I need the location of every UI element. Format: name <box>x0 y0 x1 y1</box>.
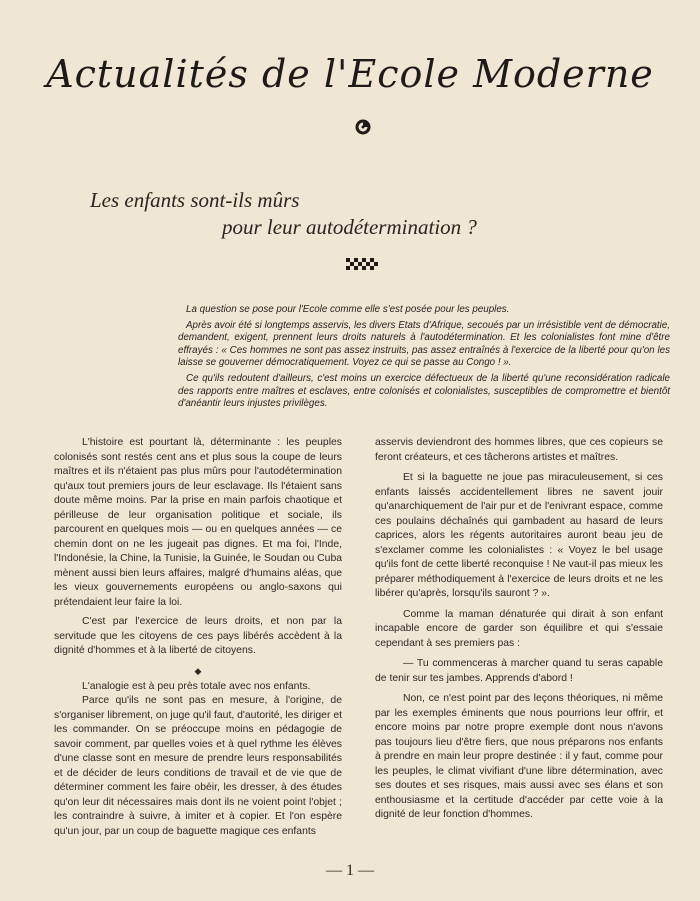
article-title-line-1: Les enfants sont-ils mûrs <box>90 188 300 212</box>
body-paragraph: C'est par l'exercice de leurs droits, et non par la servitude que les citoyens de ces pays libérés accèdent à la dignité d'hommes et à la liberté de citoyens. <box>54 616 342 656</box>
left-text-column <box>54 436 342 844</box>
checkered-ornament-icon <box>346 258 378 270</box>
body-paragraph: Parce qu'ils ne sont pas en mesure, à l'origine, de s'organiser librement, on juge qu'il faut, d'autorité, les diriger et les commander. On se préoccupe moins en pédagogie de savoir comment, par quelles voies et à quel rythme les élèves d'une classe sont en mesure de prendre leurs responsabilités et de décider de leurs conditions de travail et de vie que de déterminer comment les faire obéir, les dresser, à des études qu'on leur dit nécessaires mais dont ils ne voient point l'objet ; les contraindre à suivre, à imiter et à copier. Et l'on espère qu'un jour, par un coup de baguette magique ces enfants <box>54 695 342 837</box>
right-text-column <box>375 436 663 828</box>
body-paragraph: L'histoire est pourtant là, déterminante : les peuples colonisés sont restés cent ans et plus sous la coupe de leurs maîtres et ils n'étaient pas plus mûrs pour l'autodétermination qu'aux tout premiers jours de leur esclavage. Ils l'étaient sans doute même moins. Par la prise en main parfois chaotique et périlleuse de leur organisation politique et sociale, ils parcourent en quelques mois — ou en quelques années — ce chemin dont on ne les jugeait pas dignes. Et ma foi, l'Inde, l'Indonésie, la Chine, la Tunisie, la Guinée, le Soudan ou Cuba mènent aussi bien leurs affaires, malgré d'humains aléas, que les vieux gouvernements européens ou anglo-saxons qui prétendaient leur faire la loi. <box>54 437 342 608</box>
body-paragraph: L'analogie est à peu près totale avec nos enfants. <box>82 680 311 692</box>
intro-paragraph: Après avoir été si longtemps asservis, les divers Etats d'Afrique, secoués par un irrésistible vent de démocratie, demandent, exigent, prennent leurs droits naturels à l'autodétermination. Et les colonialistes font mine d'être effrayés : « Ces hommes ne sont pas assez instruits, pas assez entraînés à l'exercice de la liberté pour qu'on les laisse se gouverner démocratiquement. Voyez ce qui se passe au Congo ! ». <box>178 319 670 369</box>
body-paragraph: asservis deviendront des hommes libres, que ces copieurs se feront créateurs, et ces tâcherons artistes et maîtres. <box>375 437 663 463</box>
section-separator: ◆ <box>194 665 202 676</box>
intro-paragraph: Ce qu'ils redoutent d'ailleurs, c'est moins un exercice défectueux de la liberté qu'une reconsidération radicale des rapports entre maîtres et esclaves, entre colonisés et colonialistes, susceptibles de compromettre et bientôt d'anéantir leurs injustes privilèges. <box>178 372 670 410</box>
body-paragraph: — Tu commenceras à marcher quand tu seras capable de tenir sur tes jambes. Apprends d'abord ! <box>375 658 663 684</box>
body-paragraph: Comme la maman dénaturée qui dirait à son enfant incapable encore de garder son équilibre et qui s'essaie cependant à ses premiers pas : <box>375 608 663 649</box>
page-number: — 1 — <box>326 862 374 879</box>
masthead-title: Actualités de l'Ecole Moderne <box>46 52 654 96</box>
article-title-line-2: pour leur autodétermination ? <box>222 215 477 239</box>
body-paragraph: Et si la baguette ne joue pas miraculeusement, si ces enfants laissés accidentellement libres ne savent jouir qu'anarchiquement de l'air pur et de l'enivrant espace, comme ces poulains déchaînés qui gambadent au hasard de leurs caprices, alors les régents autoritaires auront beau jeu de s'exclamer comme les colonialistes : « Voyez le bel usage qu'ils font de cette liberté reconquise ! Ne vaut-il pas mieux les préparer méthodiquement à l'exercice de leurs droits et ne les libérer qu'après, lorsqu'ils sauront ? ». <box>375 472 663 599</box>
intro-paragraph: La question se pose pour l'Ecole comme elle s'est posée pour les peuples. <box>186 304 510 315</box>
article-introduction <box>178 304 670 414</box>
swirl-logo-icon <box>354 118 372 136</box>
body-paragraph: Non, ce n'est point par des leçons théoriques, ni même par les exemples éminents que nous pourrions leur offrir, et encore moins par notre propre exemple dont nous n'avons pas toujours lieu d'être fiers, que nous préparons nos enfants à prendre en main leur propre destinée : il y faut, comme pour les peuples, le climat vivifiant d'une libre détermination, avec ses doutes et ses risques, mais aussi avec ses élans et son enthousiasme et la certitude d'accéder par cette voie à la dignité de leur fonction d'hommes. <box>375 693 663 820</box>
